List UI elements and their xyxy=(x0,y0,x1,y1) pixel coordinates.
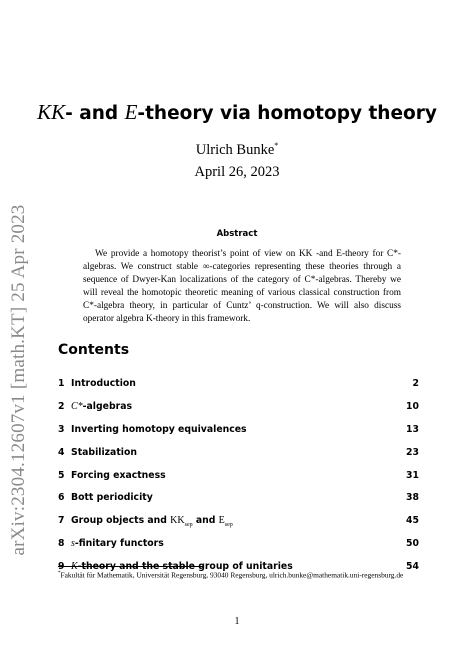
toc-number: 9 xyxy=(58,561,65,573)
toc-number: 2 xyxy=(58,400,65,412)
toc-title-math: C* xyxy=(71,400,83,412)
toc-title-text: -finitary functors xyxy=(74,538,164,550)
toc-title-text: Stabilization xyxy=(71,446,137,458)
toc-number: 6 xyxy=(58,492,65,504)
toc-title-math: K xyxy=(71,561,78,573)
toc-number: 3 xyxy=(58,423,65,435)
toc-page: 54 xyxy=(406,561,419,573)
toc-title-text: Bott periodicity xyxy=(71,492,153,504)
table-of-contents xyxy=(58,373,419,579)
toc-title-text: -theory and the stable group of unitaries xyxy=(77,561,293,573)
toc-title xyxy=(71,533,164,555)
toc-entry-stabilization[interactable] xyxy=(58,442,419,465)
toc-page: 13 xyxy=(406,423,419,435)
toc-title-text: Inverting homotopy equivalences xyxy=(71,423,247,435)
footnote-mark: * xyxy=(58,571,61,576)
title-kk: KK xyxy=(37,100,66,124)
footnote-text: Fakultät für Mathematik, Universität Regensburg, 93040 Regensburg, ulrich.bunke@mathematik.uni-regensburg.de xyxy=(60,570,404,580)
abstract-heading: Abstract xyxy=(216,229,258,239)
toc-title-and: and xyxy=(192,515,219,527)
author-footnote-mark: * xyxy=(274,141,279,150)
toc-title-text: -algebras xyxy=(82,400,132,412)
arxiv-stamp-text: arXiv:2304.12607v1 [math.KT] 25 Apr 2023 xyxy=(8,204,29,556)
author-name: Ulrich Bunke xyxy=(195,141,275,158)
toc-number: 4 xyxy=(58,446,65,458)
toc-title-kk: KK xyxy=(170,515,185,527)
toc-page: 2 xyxy=(412,378,419,389)
toc-entry-forcing-exactness[interactable] xyxy=(58,465,419,488)
toc-page: 50 xyxy=(406,538,419,550)
toc-page: 10 xyxy=(406,400,419,412)
title-part2: -theory via homotopy theory xyxy=(137,103,437,124)
toc-entry-s-finitary[interactable] xyxy=(58,533,419,556)
toc-number: 7 xyxy=(58,515,65,527)
toc-entry-group-objects[interactable] xyxy=(58,510,419,533)
toc-title-text: Introduction xyxy=(71,378,136,389)
toc-title-text: Group objects and xyxy=(71,515,171,527)
abstract-body: We provide a homotopy theorist’s point of view on KK -and E-theory for C*-algebras. We construct stable ∞-categories representing these theories through a sequence of Dwyer-Kan localizations of the category of C*-algebras. Thereby we will reveal the homotopic theoretic meaning of various classical construction from C*-algebra theory, in particular of Cuntz’ q-construction. We will also discuss operator algebra K-theory in this framework. xyxy=(83,249,401,324)
toc-title-text: Forcing exactness xyxy=(71,469,166,481)
toc-entry-inverting-homotopy[interactable] xyxy=(58,419,419,442)
title-part1: - and xyxy=(65,103,125,124)
toc-title xyxy=(71,487,153,509)
toc-entry-c-star-algebras[interactable] xyxy=(58,396,419,419)
toc-title-sep-subscript: sep xyxy=(184,522,193,529)
toc-title-e: E xyxy=(218,515,225,527)
toc-number: 5 xyxy=(58,469,65,481)
toc-page: 31 xyxy=(406,469,419,481)
title-e: E xyxy=(124,100,138,124)
toc-title xyxy=(71,396,132,418)
toc-page: 23 xyxy=(406,446,419,458)
toc-title xyxy=(71,465,166,487)
toc-title-sep-subscript: sep xyxy=(224,522,233,529)
footnote-rule xyxy=(58,566,203,567)
toc-page: 45 xyxy=(406,515,419,527)
toc-number: 1 xyxy=(58,378,65,389)
toc-title-math: s xyxy=(71,538,75,550)
toc-entry-bott-periodicity[interactable] xyxy=(58,487,419,510)
paper-title xyxy=(0,100,474,125)
toc-title xyxy=(71,373,136,395)
arxiv-stamp xyxy=(0,180,38,580)
paper-date: April 26, 2023 xyxy=(194,164,280,180)
footnote xyxy=(58,569,418,580)
contents-heading: Contents xyxy=(58,342,130,358)
page-number: 1 xyxy=(234,616,240,627)
toc-title xyxy=(71,419,247,441)
toc-number: 8 xyxy=(58,538,65,550)
toc-title xyxy=(71,442,137,464)
author xyxy=(0,141,474,159)
toc-entry-introduction[interactable] xyxy=(58,373,419,396)
toc-page: 38 xyxy=(406,492,419,504)
